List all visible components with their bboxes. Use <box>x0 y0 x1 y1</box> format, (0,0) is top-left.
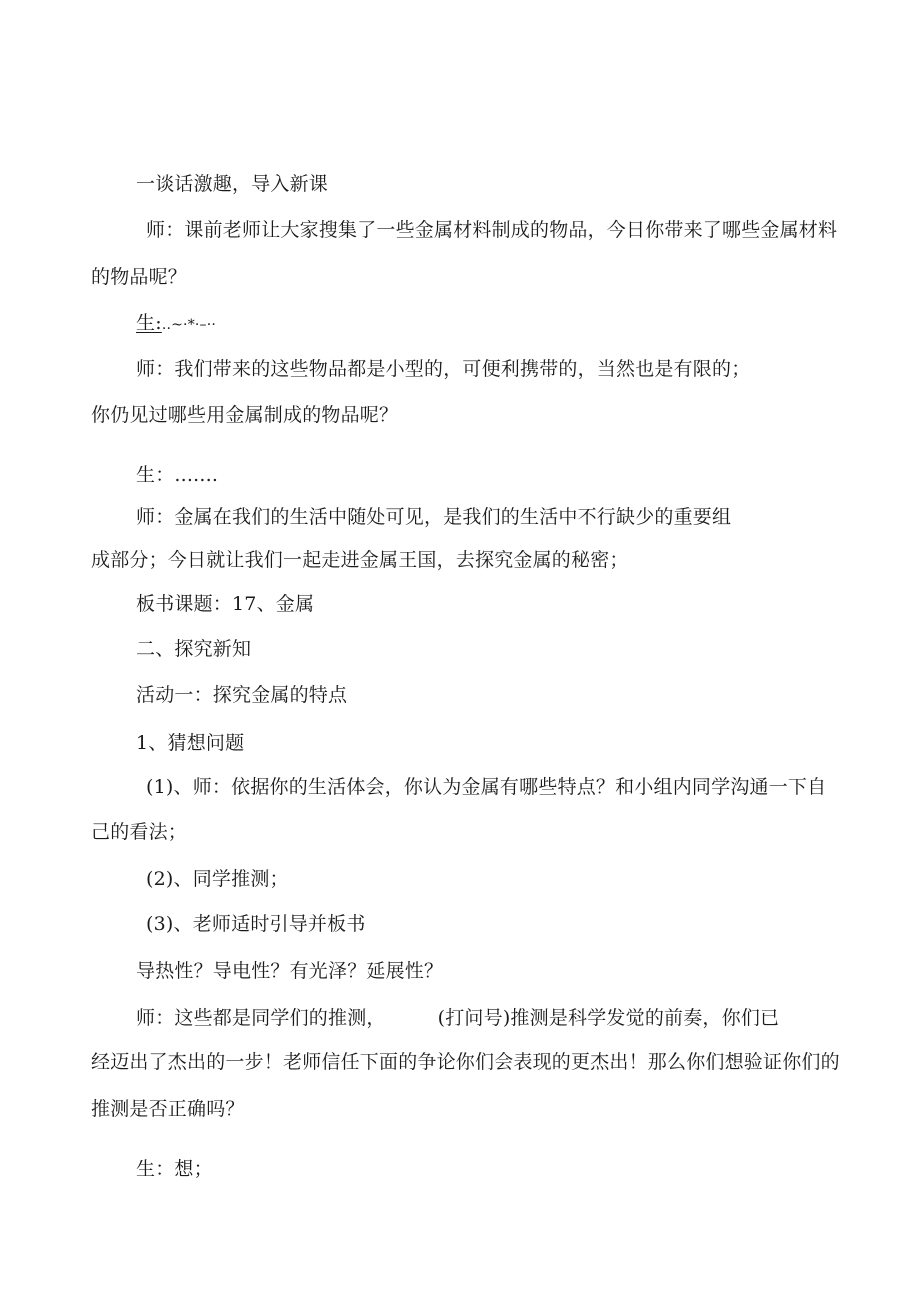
paragraph-teacher-1-line-2: 的物品呢？ <box>91 266 188 288</box>
paragraph-student-3: 生：想； <box>136 1158 213 1180</box>
paragraph-teacher-4-line-3: 推测是否正确吗？ <box>91 1098 245 1120</box>
paragraph-student-2: 生：....... <box>136 464 219 486</box>
activity-heading: 活动一：探究金属的特点 <box>136 684 348 706</box>
list-item-3: (3)、老师适时引导并板书 <box>146 913 366 935</box>
properties-line: 导热性？导电性？有光泽？延展性？ <box>136 960 444 982</box>
paragraph-student-1 <box>136 311 216 337</box>
section-heading-intro: 一谈话激趣，导入新课 <box>136 173 329 195</box>
paragraph-teacher-4-line-1 <box>136 1006 779 1030</box>
teacher-4-part-2: (打问号)推测是科学发觉的前奏，你们已 <box>437 1007 780 1029</box>
student-1-label: 生: <box>136 312 162 334</box>
paragraph-teacher-3-line-2: 成部分；今日就让我们一起走进金属王国，去探究金属的秘密； <box>91 549 629 571</box>
step-heading: 1、猜想问题 <box>136 732 245 754</box>
student-1-text: ..~·*·–·· <box>161 317 217 333</box>
teacher-4-part-1: 师：这些都是同学们的推测， <box>136 1007 386 1029</box>
paragraph-teacher-2-line-1: 师：我们带来的这些物品都是小型的，可便利携带的，当然也是有限的； <box>136 358 751 380</box>
board-title: 板书课题：17、金属 <box>136 593 315 615</box>
list-item-1-line-2: 己的看法； <box>91 821 188 843</box>
list-item-2: (2)、同学推测； <box>146 868 289 890</box>
paragraph-teacher-4-line-2: 经迈出了杰出的一步！老师信任下面的争论你们会表现的更杰出！那么你们想验证你们的 <box>91 1051 840 1073</box>
paragraph-teacher-2-line-2: 你仍见过哪些用金属制成的物品呢？ <box>91 404 399 426</box>
paragraph-teacher-3-line-1: 师：金属在我们的生活中随处可见，是我们的生活中不行缺少的重要组 <box>136 506 732 528</box>
section-heading-explore: 二、探究新知 <box>136 638 252 660</box>
paragraph-teacher-1-line-1: 师：课前老师让大家搜集了一些金属材料制成的物品，今日你带来了哪些金属材料 <box>146 219 838 241</box>
list-item-1-line-1: (1)、师：依据你的生活体会，你认为金属有哪些特点？和小组内同学沟通一下自 <box>146 776 827 798</box>
